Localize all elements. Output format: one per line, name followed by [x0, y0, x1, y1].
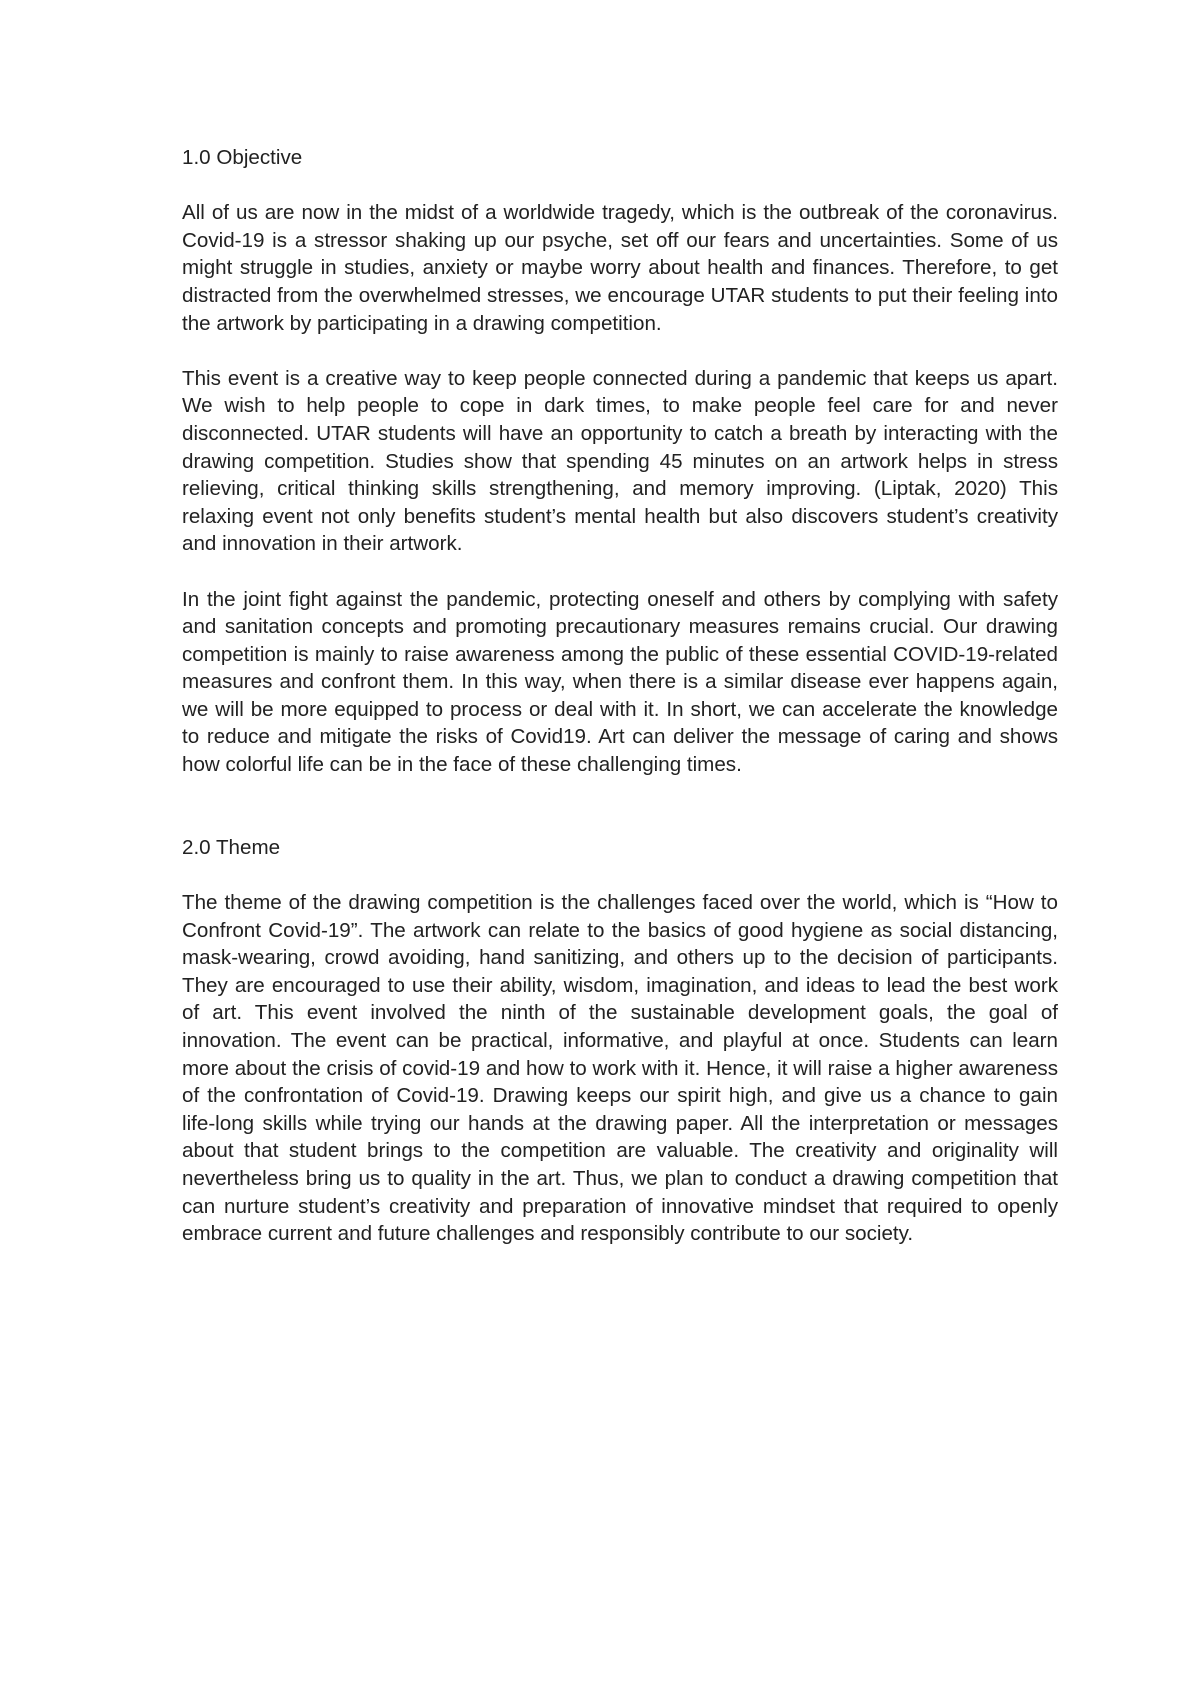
paragraph: In the joint fight against the pandemic, protecting oneself and others by complying with safety and sanitation concepts and promoting precautionary measures remains crucial. Our drawing competition is mainly to raise awareness among the public of these essential COVID-19-related measures and confront them. In this way, when there is a similar disease ever happens again, we will be more equipped to process or deal with it. In short, we can accelerate the knowledge to reduce and mitigate the risks of Covid19. Art can deliver the message of caring and shows how colorful life can be in the face of these challenging times. — [182, 587, 1058, 777]
section-heading: 1.0 Objective — [182, 146, 303, 169]
document-body — [182, 144, 1058, 1248]
paragraph: The theme of the drawing competition is the challenges faced over the world, which is “How to Confront Covid-19”. The artwork can relate to the basics of good hygiene as social distancing, mask-wearing, crowd avoiding, hand sanitizing, and others up to the decision of participants. They are encouraged to use their ability, wisdom, imagination, and ideas to lead the best work of art. This event involved the ninth of the sustainable development goals, the goal of innovation. The event can be practical, informative, and playful at once. Students can learn more about the crisis of covid-19 and how to work with it. Hence, it will raise a higher awareness of the confrontation of Covid-19. Drawing keeps our spirit high, and give us a chance to gain life-long skills while trying our hands at the drawing paper. All the interpretation or messages about that student brings to the competition are valuable. The creativity and originality will nevertheless bring us to quality in the art. Thus, we plan to conduct a drawing competition that can nurture student’s creativity and preparation of innovative mindset that required to openly embrace current and future challenges and responsibly contribute to our society. — [182, 891, 1058, 1246]
section-theme — [182, 834, 1058, 1248]
section-heading: 2.0 Theme — [182, 835, 281, 859]
paragraph: This event is a creative way to keep people connected during a pandemic that keeps us apart. We wish to help people to cope in dark times, to make people feel care for and never disconnected. UTAR students will have an opportunity to catch a breath by interacting with the drawing competition. Studies show that spending 45 minutes on an artwork helps in stress relieving, critical thinking skills strengthening, and memory improving. (Liptak, 2020) This relaxing event not only benefits student’s mental health but also discovers student’s creativity and innovation in their artwork. — [182, 366, 1058, 556]
paragraph: All of us are now in the midst of a worldwide tragedy, which is the outbreak of the coronavirus. Covid-19 is a stressor shaking up our psyche, set off our fears and uncertainties. Some of us might struggle in studies, anxiety or maybe worry about health and finances. Therefore, to get distracted from the overwhelmed stresses, we encourage UTAR students to put their feeling into the artwork by participating in a drawing competition. — [182, 201, 1058, 335]
section-objective — [182, 144, 1058, 779]
